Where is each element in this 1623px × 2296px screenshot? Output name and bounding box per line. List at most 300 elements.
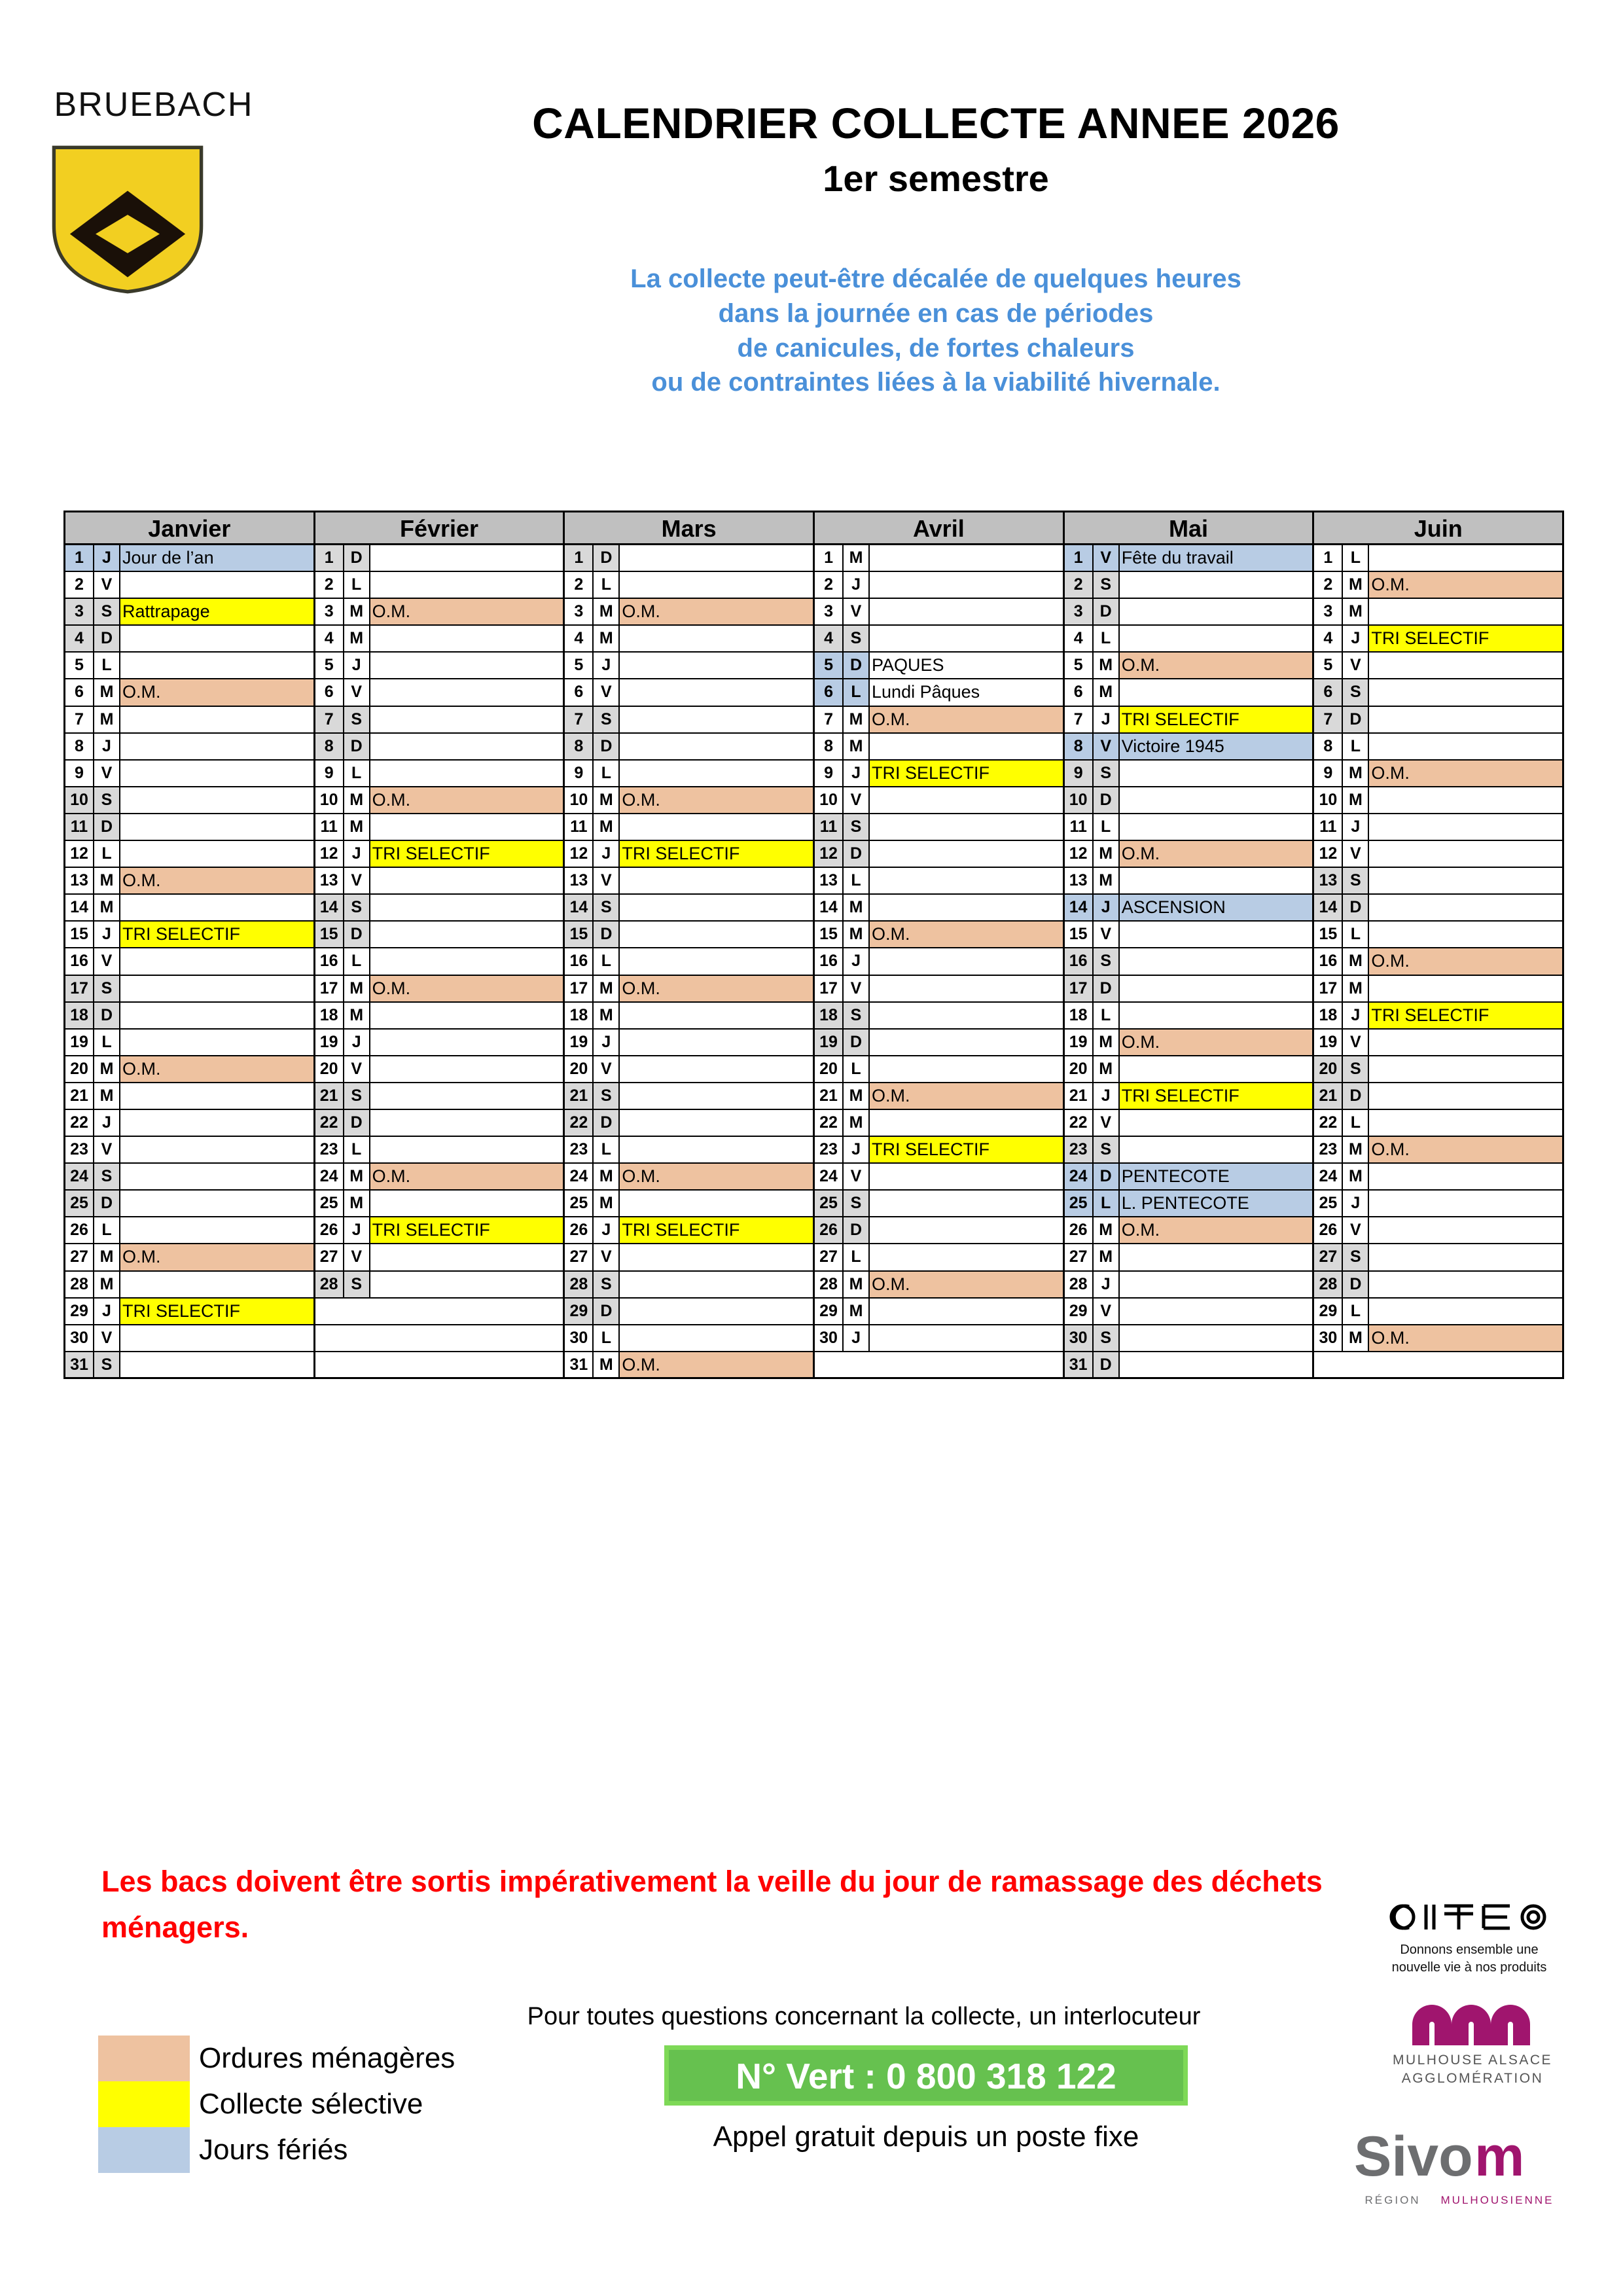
day-event-label <box>1369 1083 1562 1109</box>
day-of-week: D <box>94 1003 120 1028</box>
day-event-label <box>870 976 1063 1001</box>
day-of-week: D <box>1343 1272 1369 1297</box>
day-number: 24 <box>815 1164 844 1189</box>
day-number: 24 <box>1065 1164 1094 1189</box>
day-number: 28 <box>315 1272 344 1297</box>
day-event-label <box>620 814 813 840</box>
day-of-week: V <box>1094 734 1120 759</box>
day-event-label <box>1120 1272 1313 1297</box>
day-event-label: TRI SELECTIF <box>1120 707 1313 732</box>
day-row <box>815 1299 1063 1325</box>
day-number: 5 <box>815 653 844 678</box>
day-row <box>815 1164 1063 1191</box>
bruebach-coat-of-arms-icon <box>46 143 209 296</box>
day-event-label <box>870 1110 1063 1136</box>
day-row <box>565 1325 813 1352</box>
day-event-label: O.M. <box>1369 948 1562 974</box>
day-number: 15 <box>1065 922 1094 947</box>
day-event-label <box>120 895 313 920</box>
day-number: 28 <box>565 1272 594 1297</box>
day-number: 1 <box>565 545 594 571</box>
day-row <box>65 976 313 1003</box>
day-number: 31 <box>1065 1352 1094 1377</box>
month-header: Mai <box>1065 512 1313 545</box>
day-of-week: J <box>1343 814 1369 840</box>
day-event-label <box>1369 707 1562 732</box>
day-event-label <box>370 707 563 732</box>
day-row <box>315 922 563 948</box>
day-of-week: L <box>94 1217 120 1243</box>
day-row <box>565 734 813 761</box>
day-of-week: L <box>1094 1191 1120 1216</box>
day-number: 9 <box>1065 761 1094 786</box>
day-of-week: J <box>1343 626 1369 651</box>
day-event-label <box>120 734 313 759</box>
day-event-label: O.M. <box>120 1244 313 1270</box>
day-event-label <box>1369 976 1562 1001</box>
month-column-janvier <box>65 512 315 1379</box>
day-event-label <box>1369 1164 1562 1189</box>
day-of-week: V <box>1343 1217 1369 1243</box>
day-row <box>1065 976 1313 1003</box>
day-row <box>815 1003 1063 1030</box>
day-row <box>65 814 313 841</box>
day-of-week: M <box>594 1003 620 1028</box>
day-number: 11 <box>1065 814 1094 840</box>
day-event-label: TRI SELECTIF <box>1369 1003 1562 1028</box>
day-number: 8 <box>565 734 594 759</box>
day-of-week: V <box>344 1244 370 1270</box>
day-number: 26 <box>65 1217 94 1243</box>
day-of-week: S <box>94 976 120 1001</box>
day-number: 22 <box>1065 1110 1094 1136</box>
day-of-week: J <box>344 1217 370 1243</box>
day-row <box>815 761 1063 787</box>
day-row <box>315 545 563 572</box>
day-of-week: J <box>1094 1083 1120 1109</box>
day-event-label <box>370 1083 563 1109</box>
legend-row <box>98 2081 455 2127</box>
day-event-label <box>120 1272 313 1297</box>
day-event-label <box>370 1244 563 1270</box>
day-row <box>315 868 563 895</box>
day-number: 19 <box>1314 1030 1343 1055</box>
day-of-week: M <box>594 976 620 1001</box>
day-row <box>1314 1083 1562 1110</box>
day-event-label <box>620 1110 813 1136</box>
day-number: 18 <box>1314 1003 1343 1028</box>
day-event-label <box>1120 761 1313 786</box>
day-of-week: L <box>344 948 370 974</box>
day-row <box>1065 1110 1313 1137</box>
day-row <box>1314 1325 1562 1352</box>
day-row <box>1314 1110 1562 1137</box>
day-number: 4 <box>1065 626 1094 651</box>
day-of-week: J <box>844 1137 870 1162</box>
day-row <box>1314 976 1562 1003</box>
day-event-label <box>870 734 1063 759</box>
day-row <box>65 734 313 761</box>
mka-m-mark-icon <box>1407 2000 1538 2047</box>
legend-label: Collecte sélective <box>199 2088 423 2120</box>
notice-line-4: ou de contraintes liées à la viabilité hivernale. <box>651 368 1221 397</box>
day-number: 15 <box>1314 922 1343 947</box>
day-number: 15 <box>315 922 344 947</box>
day-number: 16 <box>815 948 844 974</box>
day-row <box>1065 922 1313 948</box>
day-of-week: J <box>94 922 120 947</box>
day-number: 3 <box>315 599 344 624</box>
day-row <box>1314 572 1562 599</box>
day-number: 18 <box>1065 1003 1094 1028</box>
day-number: 21 <box>315 1083 344 1109</box>
day-number: 16 <box>1314 948 1343 974</box>
day-row <box>1065 1164 1313 1191</box>
day-number: 11 <box>815 814 844 840</box>
day-event-label: O.M. <box>120 679 313 705</box>
day-number: 8 <box>815 734 844 759</box>
day-row <box>1065 1003 1313 1030</box>
day-of-week: D <box>94 1191 120 1216</box>
day-row <box>1065 1217 1313 1244</box>
day-of-week: D <box>344 1110 370 1136</box>
page-header <box>0 0 1623 497</box>
day-of-week: M <box>94 679 120 705</box>
day-number: 7 <box>1314 707 1343 732</box>
day-event-label <box>120 1164 313 1189</box>
day-row <box>315 1191 563 1217</box>
day-row <box>815 841 1063 868</box>
day-event-label <box>1369 734 1562 759</box>
day-event-label <box>620 761 813 786</box>
day-number: 1 <box>65 545 94 571</box>
day-row <box>1065 734 1313 761</box>
day-row <box>315 1244 563 1271</box>
day-event-label: TRI SELECTIF <box>870 761 1063 786</box>
day-number: 5 <box>1314 653 1343 678</box>
day-number: 12 <box>315 841 344 867</box>
day-of-week: M <box>344 1003 370 1028</box>
day-number: 26 <box>1314 1217 1343 1243</box>
green-number-badge[interactable]: N° Vert : 0 800 318 122 <box>664 2045 1188 2106</box>
day-event-label <box>120 1325 313 1351</box>
day-of-week: V <box>1343 653 1369 678</box>
month-header: Février <box>315 512 563 545</box>
page-subtitle: 1er semestre <box>823 158 1049 199</box>
day-of-week: S <box>1343 868 1369 893</box>
day-of-week: S <box>344 1083 370 1109</box>
day-event-label <box>1369 1244 1562 1270</box>
day-number: 17 <box>815 976 844 1001</box>
day-of-week: D <box>1094 1164 1120 1189</box>
day-of-week: V <box>1094 922 1120 947</box>
day-event-label <box>120 761 313 786</box>
day-row <box>315 707 563 734</box>
day-of-week: V <box>844 1164 870 1189</box>
day-event-label <box>620 1191 813 1216</box>
day-number: 4 <box>315 626 344 651</box>
day-number: 6 <box>65 679 94 705</box>
day-row <box>565 707 813 734</box>
day-event-label <box>1369 1299 1562 1324</box>
day-number: 3 <box>65 599 94 624</box>
day-row <box>315 626 563 653</box>
legend-color-swatch <box>98 2036 190 2081</box>
day-row <box>1314 1272 1562 1299</box>
day-of-week: S <box>344 895 370 920</box>
day-row <box>565 653 813 679</box>
day-of-week: S <box>344 707 370 732</box>
day-of-week: L <box>344 1137 370 1162</box>
day-of-week: L <box>594 761 620 786</box>
day-number: 29 <box>1314 1299 1343 1324</box>
day-event-label <box>1369 895 1562 920</box>
day-of-week: V <box>94 572 120 598</box>
day-of-week: D <box>1094 976 1120 1001</box>
day-event-label <box>370 948 563 974</box>
day-event-label <box>870 1299 1063 1324</box>
day-event-label: O.M. <box>620 1352 813 1377</box>
day-event-label <box>870 1003 1063 1028</box>
day-of-week: M <box>1094 1030 1120 1055</box>
day-of-week: S <box>94 787 120 813</box>
day-row <box>315 1003 563 1030</box>
day-event-label <box>1369 653 1562 678</box>
day-of-week: D <box>1343 707 1369 732</box>
day-of-week: V <box>1094 545 1120 571</box>
day-of-week: S <box>594 895 620 920</box>
day-event-label: O.M. <box>870 1083 1063 1109</box>
day-row <box>565 1083 813 1110</box>
day-number: 4 <box>815 626 844 651</box>
day-number: 25 <box>1314 1191 1343 1216</box>
day-number: 28 <box>1065 1272 1094 1297</box>
day-row <box>1314 841 1562 868</box>
title-block <box>406 98 1466 200</box>
day-of-week: D <box>844 841 870 867</box>
day-event-label <box>120 707 313 732</box>
svg-text:Sivo: Sivo <box>1354 2127 1473 2188</box>
day-event-label: TRI SELECTIF <box>1120 1083 1313 1109</box>
day-of-week: S <box>94 599 120 624</box>
day-row <box>65 841 313 868</box>
day-row <box>815 1244 1063 1271</box>
day-number: 9 <box>1314 761 1343 786</box>
day-row <box>1065 787 1313 814</box>
day-event-label <box>620 1244 813 1270</box>
day-number: 21 <box>815 1083 844 1109</box>
town-name: BRUEBACH <box>54 86 254 124</box>
day-event-label <box>370 761 563 786</box>
day-number: 28 <box>65 1272 94 1297</box>
day-number: 23 <box>1314 1137 1343 1162</box>
day-row <box>65 761 313 787</box>
day-of-week: V <box>844 976 870 1001</box>
day-of-week: S <box>594 707 620 732</box>
day-of-week: L <box>1343 922 1369 947</box>
day-number: 26 <box>565 1217 594 1243</box>
day-number: 6 <box>565 679 594 705</box>
day-of-week: M <box>1343 599 1369 624</box>
day-of-week: L <box>594 572 620 598</box>
day-of-week: M <box>844 1299 870 1324</box>
day-event-label <box>120 1110 313 1136</box>
day-event-label <box>370 868 563 893</box>
day-event-label: TRI SELECTIF <box>620 1217 813 1243</box>
month-column-mars <box>565 512 815 1379</box>
day-event-label: TRI SELECTIF <box>370 841 563 867</box>
day-row <box>565 761 813 787</box>
day-number: 30 <box>1314 1325 1343 1351</box>
day-event-label <box>620 868 813 893</box>
day-row <box>65 1030 313 1056</box>
day-row <box>1065 1191 1313 1217</box>
day-event-label: O.M. <box>1120 653 1313 678</box>
day-event-label <box>120 787 313 813</box>
day-row <box>815 814 1063 841</box>
day-number: 5 <box>315 653 344 678</box>
day-event-label <box>620 1272 813 1297</box>
day-row <box>1314 814 1562 841</box>
day-number: 5 <box>1065 653 1094 678</box>
day-row <box>65 1352 313 1379</box>
day-number: 11 <box>1314 814 1343 840</box>
day-row <box>1314 922 1562 948</box>
day-event-label <box>870 787 1063 813</box>
town-identity <box>46 85 262 300</box>
day-of-week: M <box>594 599 620 624</box>
day-event-label <box>120 1083 313 1109</box>
day-of-week: M <box>844 707 870 732</box>
day-row <box>815 653 1063 679</box>
day-event-label <box>1369 922 1562 947</box>
day-of-week: V <box>1343 841 1369 867</box>
day-number: 2 <box>65 572 94 598</box>
day-event-label <box>870 868 1063 893</box>
day-of-week: D <box>1343 895 1369 920</box>
day-number: 9 <box>815 761 844 786</box>
day-row <box>1065 1030 1313 1056</box>
day-of-week: S <box>844 814 870 840</box>
day-row <box>1314 1137 1562 1164</box>
day-event-label <box>120 653 313 678</box>
day-of-week: J <box>844 572 870 598</box>
day-event-label <box>620 1003 813 1028</box>
day-row <box>1314 707 1562 734</box>
citeo-tagline <box>1371 1941 1567 1977</box>
day-of-week: D <box>1094 599 1120 624</box>
month-header: Avril <box>815 512 1063 545</box>
day-of-week: J <box>1094 895 1120 920</box>
day-row <box>315 814 563 841</box>
day-of-week: S <box>1094 572 1120 598</box>
day-row <box>565 599 813 626</box>
month-header: Juin <box>1314 512 1562 545</box>
day-number: 17 <box>565 976 594 1001</box>
day-of-week: L <box>1343 1299 1369 1324</box>
day-number: 10 <box>65 787 94 813</box>
day-row <box>1314 679 1562 706</box>
day-number: 26 <box>815 1217 844 1243</box>
day-of-week: M <box>1343 787 1369 813</box>
day-event-label <box>620 707 813 732</box>
day-row <box>315 599 563 626</box>
day-of-week: M <box>94 868 120 893</box>
day-of-week: M <box>1094 1056 1120 1082</box>
day-event-label <box>370 1191 563 1216</box>
day-of-week: S <box>844 626 870 651</box>
day-number: 23 <box>65 1137 94 1162</box>
day-row <box>565 1056 813 1083</box>
day-number: 24 <box>315 1164 344 1189</box>
day-number: 7 <box>315 707 344 732</box>
day-number: 7 <box>1065 707 1094 732</box>
day-event-label <box>620 572 813 598</box>
day-event-label: O.M. <box>370 1164 563 1189</box>
day-event-label <box>370 1003 563 1028</box>
day-of-week: S <box>1094 761 1120 786</box>
day-of-week: M <box>94 1272 120 1297</box>
day-row <box>815 734 1063 761</box>
day-row <box>65 922 313 948</box>
day-of-week: J <box>594 1030 620 1055</box>
day-number: 2 <box>315 572 344 598</box>
day-row <box>815 1137 1063 1164</box>
day-event-label <box>370 545 563 571</box>
day-row <box>1065 1299 1313 1325</box>
day-of-week: S <box>344 1272 370 1297</box>
day-of-week: M <box>594 1191 620 1216</box>
day-row <box>65 626 313 653</box>
day-event-label: O.M. <box>1369 761 1562 786</box>
day-of-week: V <box>344 868 370 893</box>
day-number: 25 <box>1065 1191 1094 1216</box>
day-event-label <box>370 626 563 651</box>
day-event-label <box>870 841 1063 867</box>
day-event-label <box>120 1217 313 1243</box>
mka-line-1: MULHOUSE ALSACE <box>1392 2053 1553 2068</box>
day-number: 3 <box>565 599 594 624</box>
day-number: 26 <box>315 1217 344 1243</box>
day-number: 4 <box>65 626 94 651</box>
day-of-week: J <box>1094 1272 1120 1297</box>
day-of-week: D <box>594 734 620 759</box>
day-of-week: V <box>844 787 870 813</box>
day-row <box>565 1137 813 1164</box>
day-number: 25 <box>815 1191 844 1216</box>
day-row <box>565 1244 813 1271</box>
day-of-week: M <box>844 734 870 759</box>
day-row <box>315 1164 563 1191</box>
day-event-label <box>620 1083 813 1109</box>
day-number: 30 <box>1065 1325 1094 1351</box>
day-number: 14 <box>815 895 844 920</box>
day-event-label <box>370 679 563 705</box>
day-row <box>1314 599 1562 626</box>
day-event-label <box>120 1030 313 1055</box>
day-event-label <box>870 626 1063 651</box>
day-row <box>65 895 313 922</box>
day-of-week: S <box>594 1083 620 1109</box>
day-row <box>1065 707 1313 734</box>
day-row <box>565 572 813 599</box>
day-of-week: M <box>1343 1164 1369 1189</box>
day-event-label <box>370 1056 563 1082</box>
day-number: 22 <box>65 1110 94 1136</box>
day-of-week: S <box>94 1352 120 1377</box>
day-row <box>1065 545 1313 572</box>
day-row <box>815 976 1063 1003</box>
